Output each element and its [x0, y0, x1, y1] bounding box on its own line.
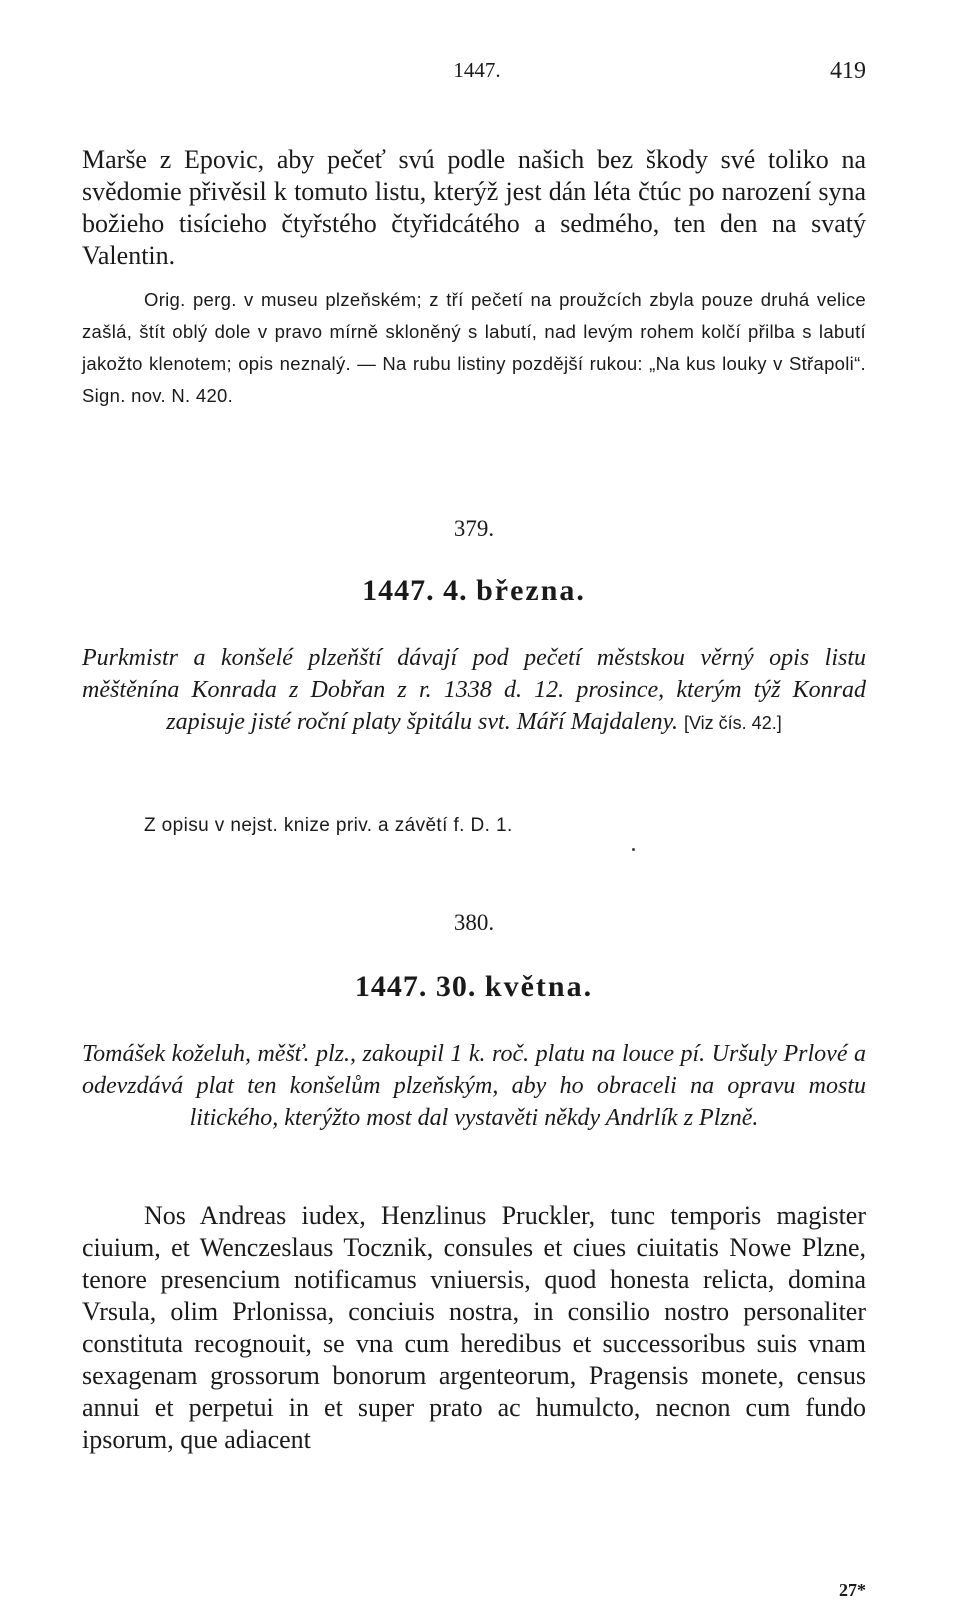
document-number-380: 380.	[453, 910, 495, 935]
running-head-year: 1447.	[453, 58, 501, 82]
date-year: 1447.	[362, 574, 435, 607]
regest-380	[82, 1038, 866, 1134]
document-number-379: 379.	[453, 516, 495, 541]
document-date-379	[82, 574, 866, 608]
regest-379	[82, 642, 866, 739]
running-head	[82, 58, 872, 88]
gathering-signature: 27*	[839, 1580, 866, 1600]
page-number: 419	[830, 58, 866, 84]
charter-paragraph: Nos Andreas iudex, Henzlinus Pruckler, tunc temporis magister ciuium, et Wenczeslaus Tocznik, consules et ciues ciuitatis Nowe Plzne, tenore presencium notificamus vniuersis, quod honesta relicta, domina Vrsula, olim Prlonissa, conciuis nostra, in consilio nostro personaliter constituta recognouit, se vna cum heredibus et successoribus suis vnam sexagenam grossorum bonorum argenteorum, Pragensis monete, census annui et perpetui in et super prato ac humulcto, necnon cum fundo ipsorum, que adiacent	[82, 1201, 866, 1454]
date-day: 4.	[443, 574, 468, 607]
stray-mark	[632, 848, 635, 851]
document-date-380	[82, 970, 866, 1004]
cross-reference: [Viz čís. 42.]	[684, 713, 782, 733]
date-day: 30.	[435, 970, 477, 1003]
archival-note	[82, 284, 866, 412]
date-year: 1447.	[354, 970, 428, 1003]
archival-note-text: Orig. perg. v museu plzeňském; z tří pečetí na proužcích zbyla pouze druhá velice zašlá, štít oblý dole v pravo mírně skloněný s labutí, nad levým rohem kolčí přilba s labutí jakožto klenotem; opis neznalý. — Na rubu listiny pozdější rukou: „Na kus louky v Střapoli“. Sign. nov. N. 420.	[82, 289, 866, 406]
date-month: března.	[476, 574, 586, 607]
regest-text: Purkmistr a konšelé plzeňští dávají pod pečetí městskou věrný opis listu měštěnína Konrada z Dobřan z r. 1338 d. 12. prosince, kterým týž Konrad zapisuje jisté roční platy špitálu svt. Máří Majdaleny.	[82, 645, 866, 735]
source-note-379: Z opisu v nejst. knize priv. a závětí f. D. 1.	[144, 815, 513, 836]
date-month: května.	[484, 970, 594, 1003]
continuation-paragraph	[82, 118, 866, 298]
latin-charter-text	[82, 1200, 866, 1456]
continuation-text: Marše z Epovic, aby pečeť svú podle našich bez škody své toliko na svědomie přivěsil k tomuto listu, kterýž jest dán léta čtúc po narození syna božieho tisícieho čtyřstého čtyřidcátého a sedmého, ten den na svatý Valentin.	[82, 145, 866, 270]
regest-text: Tomášek koželuh, měšť. plz., zakoupil 1 k. roč. platu na louce pí. Uršuly Prlové a odevzdává plat ten konšelům plzeňským, aby ho obraceli na opravu mostu litického, kterýžto most dal vystavěti někdy Andrlík z Plzně.	[82, 1041, 866, 1131]
